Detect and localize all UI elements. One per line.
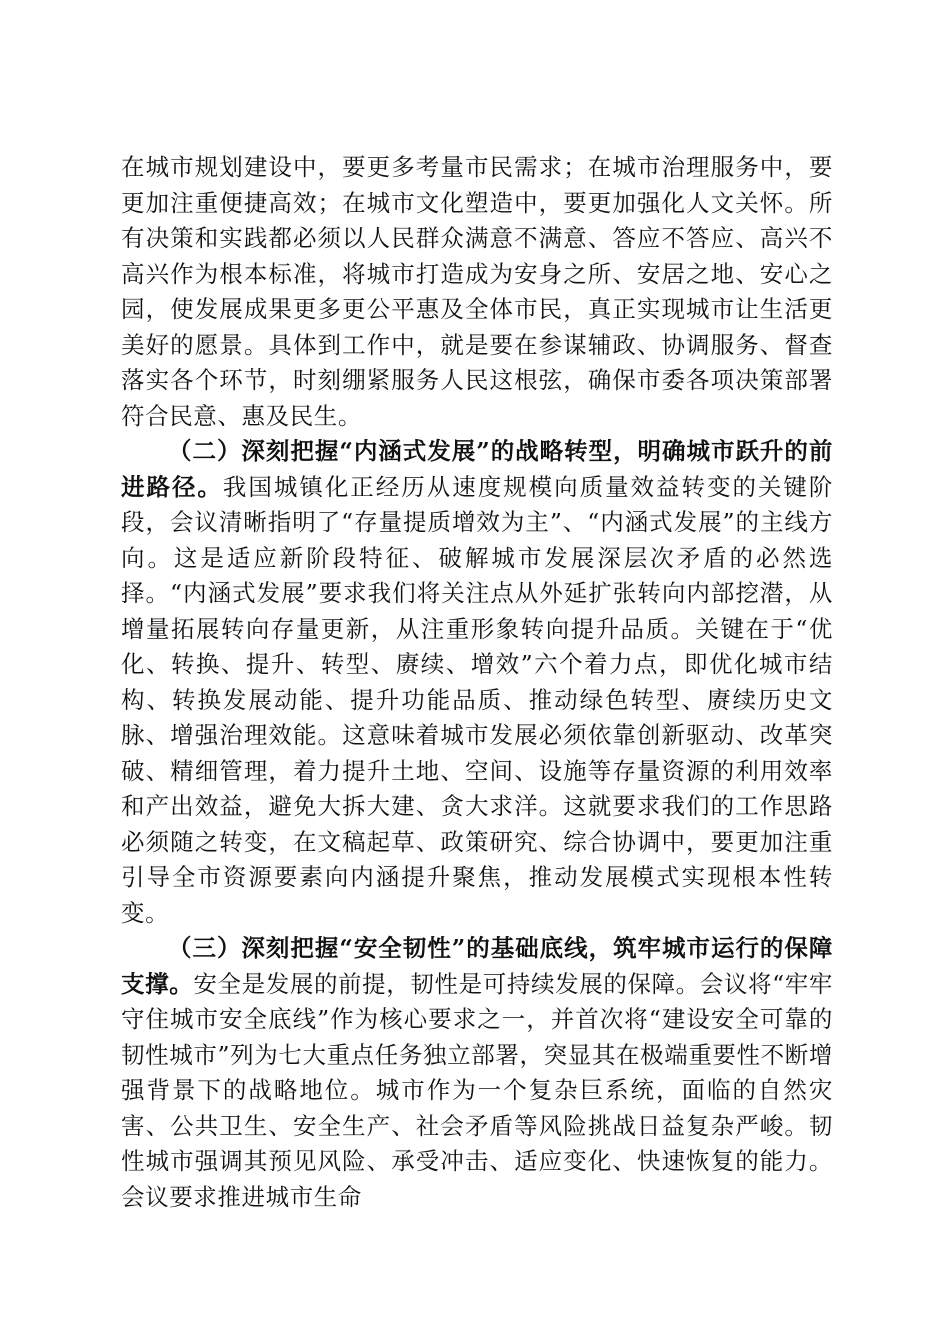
paragraph-1-text: 在城市规划建设中，要更多考量市民需求；在城市治理服务中，要更加注重便捷高效；在城市文化塑造中，要更加强化人文关怀。所有决策和实践都必须以人民群众满意不满意、答应不答应、高兴不高兴作为根本标准，将城市打造成为安身之所、安居之地、安心之园，使发展成果更多更公平惠及全体市民，真正实现城市让生活更美好的愿景。具体到工作中，就是要在参谋辅政、协调服务、督查落实各个环节，时刻绷紧服务人民这根弦，确保市委各项决策部署符合民意、惠及民生。	[121, 153, 833, 430]
paragraph-3-text: 安全是发展的前提，韧性是可持续发展的保障。会议将“牢牢守住城市安全底线”作为核心要求之一，并首次将“建设安全可靠的韧性城市”列为七大重点任务独立部署，突显其在极端重要性不断增强背景下的战略地位。城市作为一个复杂巨系统，面临的自然灾害、公共卫生、安全生产、社会矛盾等风险挑战日益复杂严峻。韧性城市强调其预见风险、承受冲击、适应变化、快速恢复的能力。会议要求推进城市生命	[121, 969, 833, 1211]
paragraph-2-text: 我国城镇化正经历从速度规模向质量效益转变的关键阶段，会议清晰指明了“存量提质增效为主”、“内涵式发展”的主线方向。这是适应新阶段特征、破解城市发展深层次矛盾的必然选择。“内涵式发展”要求我们将关注点从外延扩张转向内部挖潜，从增量拓展转向存量更新，从注重形象转向提升品质。关键在于“优化、转换、提升、转型、赓续、增效”六个着力点，即优化城市结构、转换发展动能、提升功能品质、推动绿色转型、赓续历史文脉、增强治理效能。这意味着城市发展必须依靠创新驱动、改革突破、精细管理，着力提升土地、空间、设施等存量资源的利用效率和产出效益，避免大拆大建、贪大求洋。这就要求我们的工作思路必须随之转变，在文稿起草、政策研究、综合协调中，要更加注重引导全市资源要素向内涵提升聚焦，推动发展模式实现根本性转变。	[121, 472, 833, 927]
paragraph-2	[121, 434, 833, 931]
paragraph-3-lead: （三）深刻把握“安全韧性”的基础底线，筑牢城市运行的保障支撑。	[121, 934, 833, 998]
paragraph-1	[121, 150, 833, 434]
paragraph-2-lead: （二）深刻把握“内涵式发展”的战略转型，明确城市跃升的前进路径。	[121, 437, 833, 501]
paragraph-3	[121, 931, 833, 1215]
document-body	[121, 150, 833, 1215]
